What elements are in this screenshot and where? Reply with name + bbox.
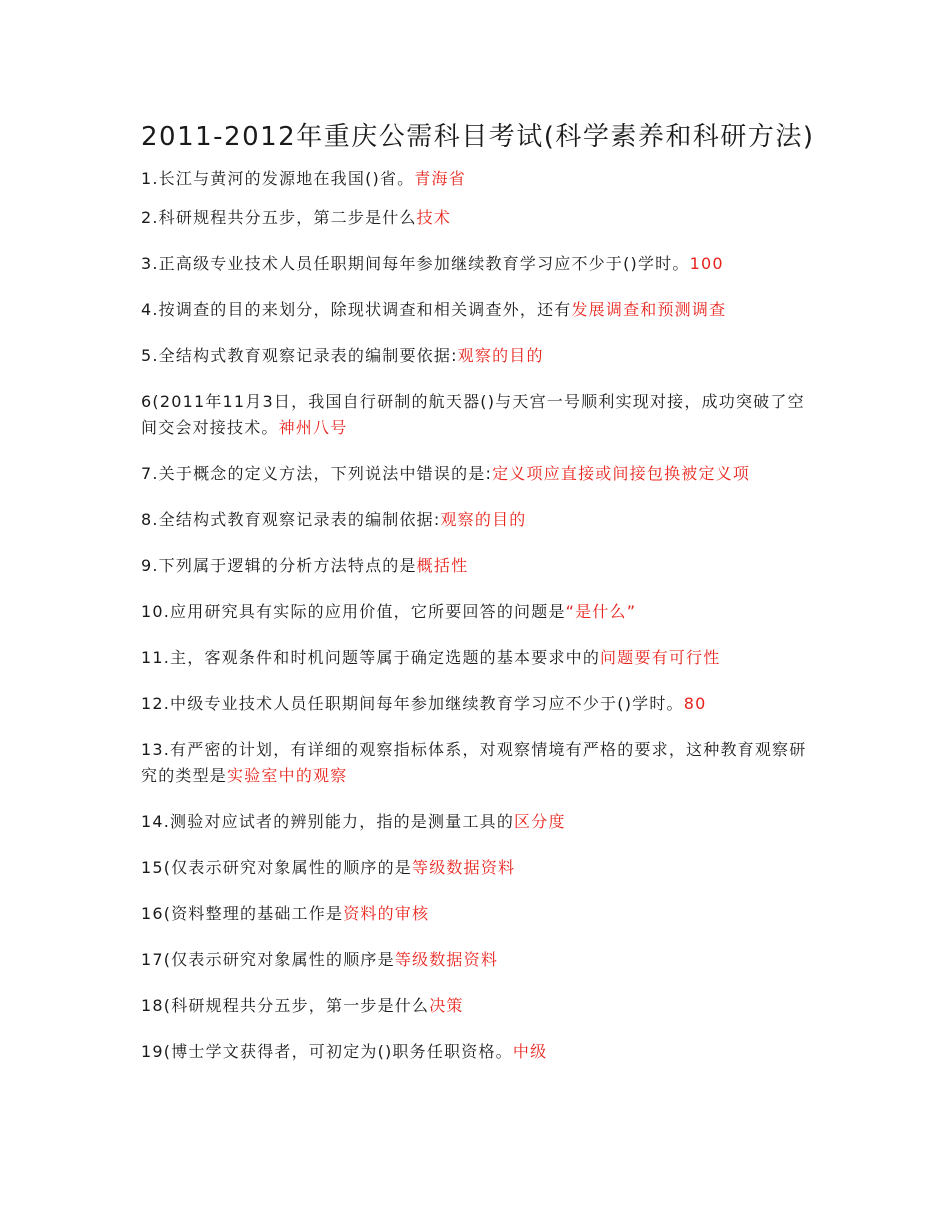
question-item bbox=[141, 691, 821, 717]
answer-text: 发展调查和预测调查 bbox=[571, 300, 727, 319]
document-page bbox=[141, 118, 821, 1085]
question-text: 11.主，客观条件和时机问题等属于确定选题的基本要求中的 bbox=[141, 648, 601, 667]
question-text: 1.长江与黄河的发源地在我国()省。 bbox=[141, 169, 415, 188]
answer-text: 区分度 bbox=[514, 812, 566, 831]
question-item bbox=[141, 645, 821, 671]
answer-text: 定义项应直接或间接包换被定义项 bbox=[492, 464, 751, 483]
question-item bbox=[141, 855, 821, 881]
question-text: 3.正高级专业技术人员任职期间每年参加继续教育学习应不少于()学时。 bbox=[141, 254, 690, 273]
title-line bbox=[141, 118, 821, 198]
question-text: 8.全结构式教育观察记录表的编制依据: bbox=[141, 510, 441, 529]
question-text: 10.应用研究具有实际的应用价值，它所要回答的问题是 bbox=[141, 602, 566, 621]
question-text: 15(仅表示研究对象属性的顺序的是 bbox=[141, 858, 413, 877]
question-item bbox=[141, 993, 821, 1019]
answer-text: 等级数据资料 bbox=[394, 950, 499, 969]
question-text: 14.测验对应试者的辨别能力，指的是测量工具的 bbox=[141, 812, 515, 831]
question-item bbox=[141, 901, 821, 927]
question-item bbox=[141, 205, 821, 231]
question-item bbox=[141, 251, 821, 277]
question-item bbox=[141, 297, 821, 323]
answer-text: 青海省 bbox=[414, 169, 466, 188]
question-item bbox=[141, 809, 821, 835]
document-title: 2011-2012年重庆公需科目考试(科学素养和科研方法) bbox=[141, 122, 815, 152]
question-text: 12.中级专业技术人员任职期间每年参加继续教育学习应不少于()学时。 bbox=[141, 694, 684, 713]
question-item bbox=[141, 507, 821, 533]
question-item bbox=[141, 343, 821, 369]
question-text: 13.有严密的计划，有详细的观察指标体系，对观察情境有严格的要求，这种教育观察研究的类型是 bbox=[141, 740, 807, 785]
answer-text: 资料的审核 bbox=[343, 904, 430, 923]
question-item bbox=[141, 1039, 821, 1065]
answer-text: 决策 bbox=[429, 996, 464, 1015]
question-text: 5.全结构式教育观察记录表的编制要依据: bbox=[141, 346, 458, 365]
question-text: 17(仅表示研究对象属性的顺序是 bbox=[141, 950, 395, 969]
answer-text: 概括性 bbox=[416, 556, 469, 575]
question-item bbox=[141, 461, 821, 487]
question-item bbox=[141, 553, 821, 579]
question-text: 19(博士学文获得者，可初定为()职务任职资格。 bbox=[141, 1042, 513, 1061]
answer-text: “是什么” bbox=[565, 602, 637, 621]
answer-text: 实验室中的观察 bbox=[227, 766, 348, 785]
answer-text: 80 bbox=[683, 694, 707, 713]
answer-text: 100 bbox=[689, 254, 724, 273]
answer-text: 神州八号 bbox=[278, 418, 348, 437]
question-text: 2.科研规程共分五步，第二步是什么 bbox=[141, 208, 417, 227]
question-item bbox=[141, 947, 821, 973]
question-item bbox=[141, 599, 821, 625]
answer-text: 问题要有可行性 bbox=[600, 648, 721, 667]
answer-text: 等级数据资料 bbox=[412, 858, 516, 877]
question-item bbox=[141, 737, 821, 789]
answer-text: 观察的目的 bbox=[440, 510, 527, 529]
question-text: 9.下列属于逻辑的分析方法特点的是 bbox=[141, 556, 417, 575]
question-text: 4.按调查的目的来划分，除现状调查和相关调查外，还有 bbox=[141, 300, 572, 319]
question-text: 16(资料整理的基础工作是 bbox=[141, 904, 344, 923]
question-text: 6(2011年11月3日，我国自行研制的航天器()与天宫一号顺利实现对接，成功突破了空间交会对接技术。 bbox=[141, 392, 805, 437]
answer-text: 中级 bbox=[512, 1042, 548, 1061]
question-text: 18(科研规程共分五步，第一步是什么 bbox=[141, 996, 430, 1015]
question-item bbox=[141, 389, 821, 441]
answer-text: 技术 bbox=[416, 208, 452, 227]
answer-text: 观察的目的 bbox=[457, 346, 544, 365]
question-text: 7.关于概念的定义方法，下列说法中错误的是: bbox=[141, 464, 493, 483]
